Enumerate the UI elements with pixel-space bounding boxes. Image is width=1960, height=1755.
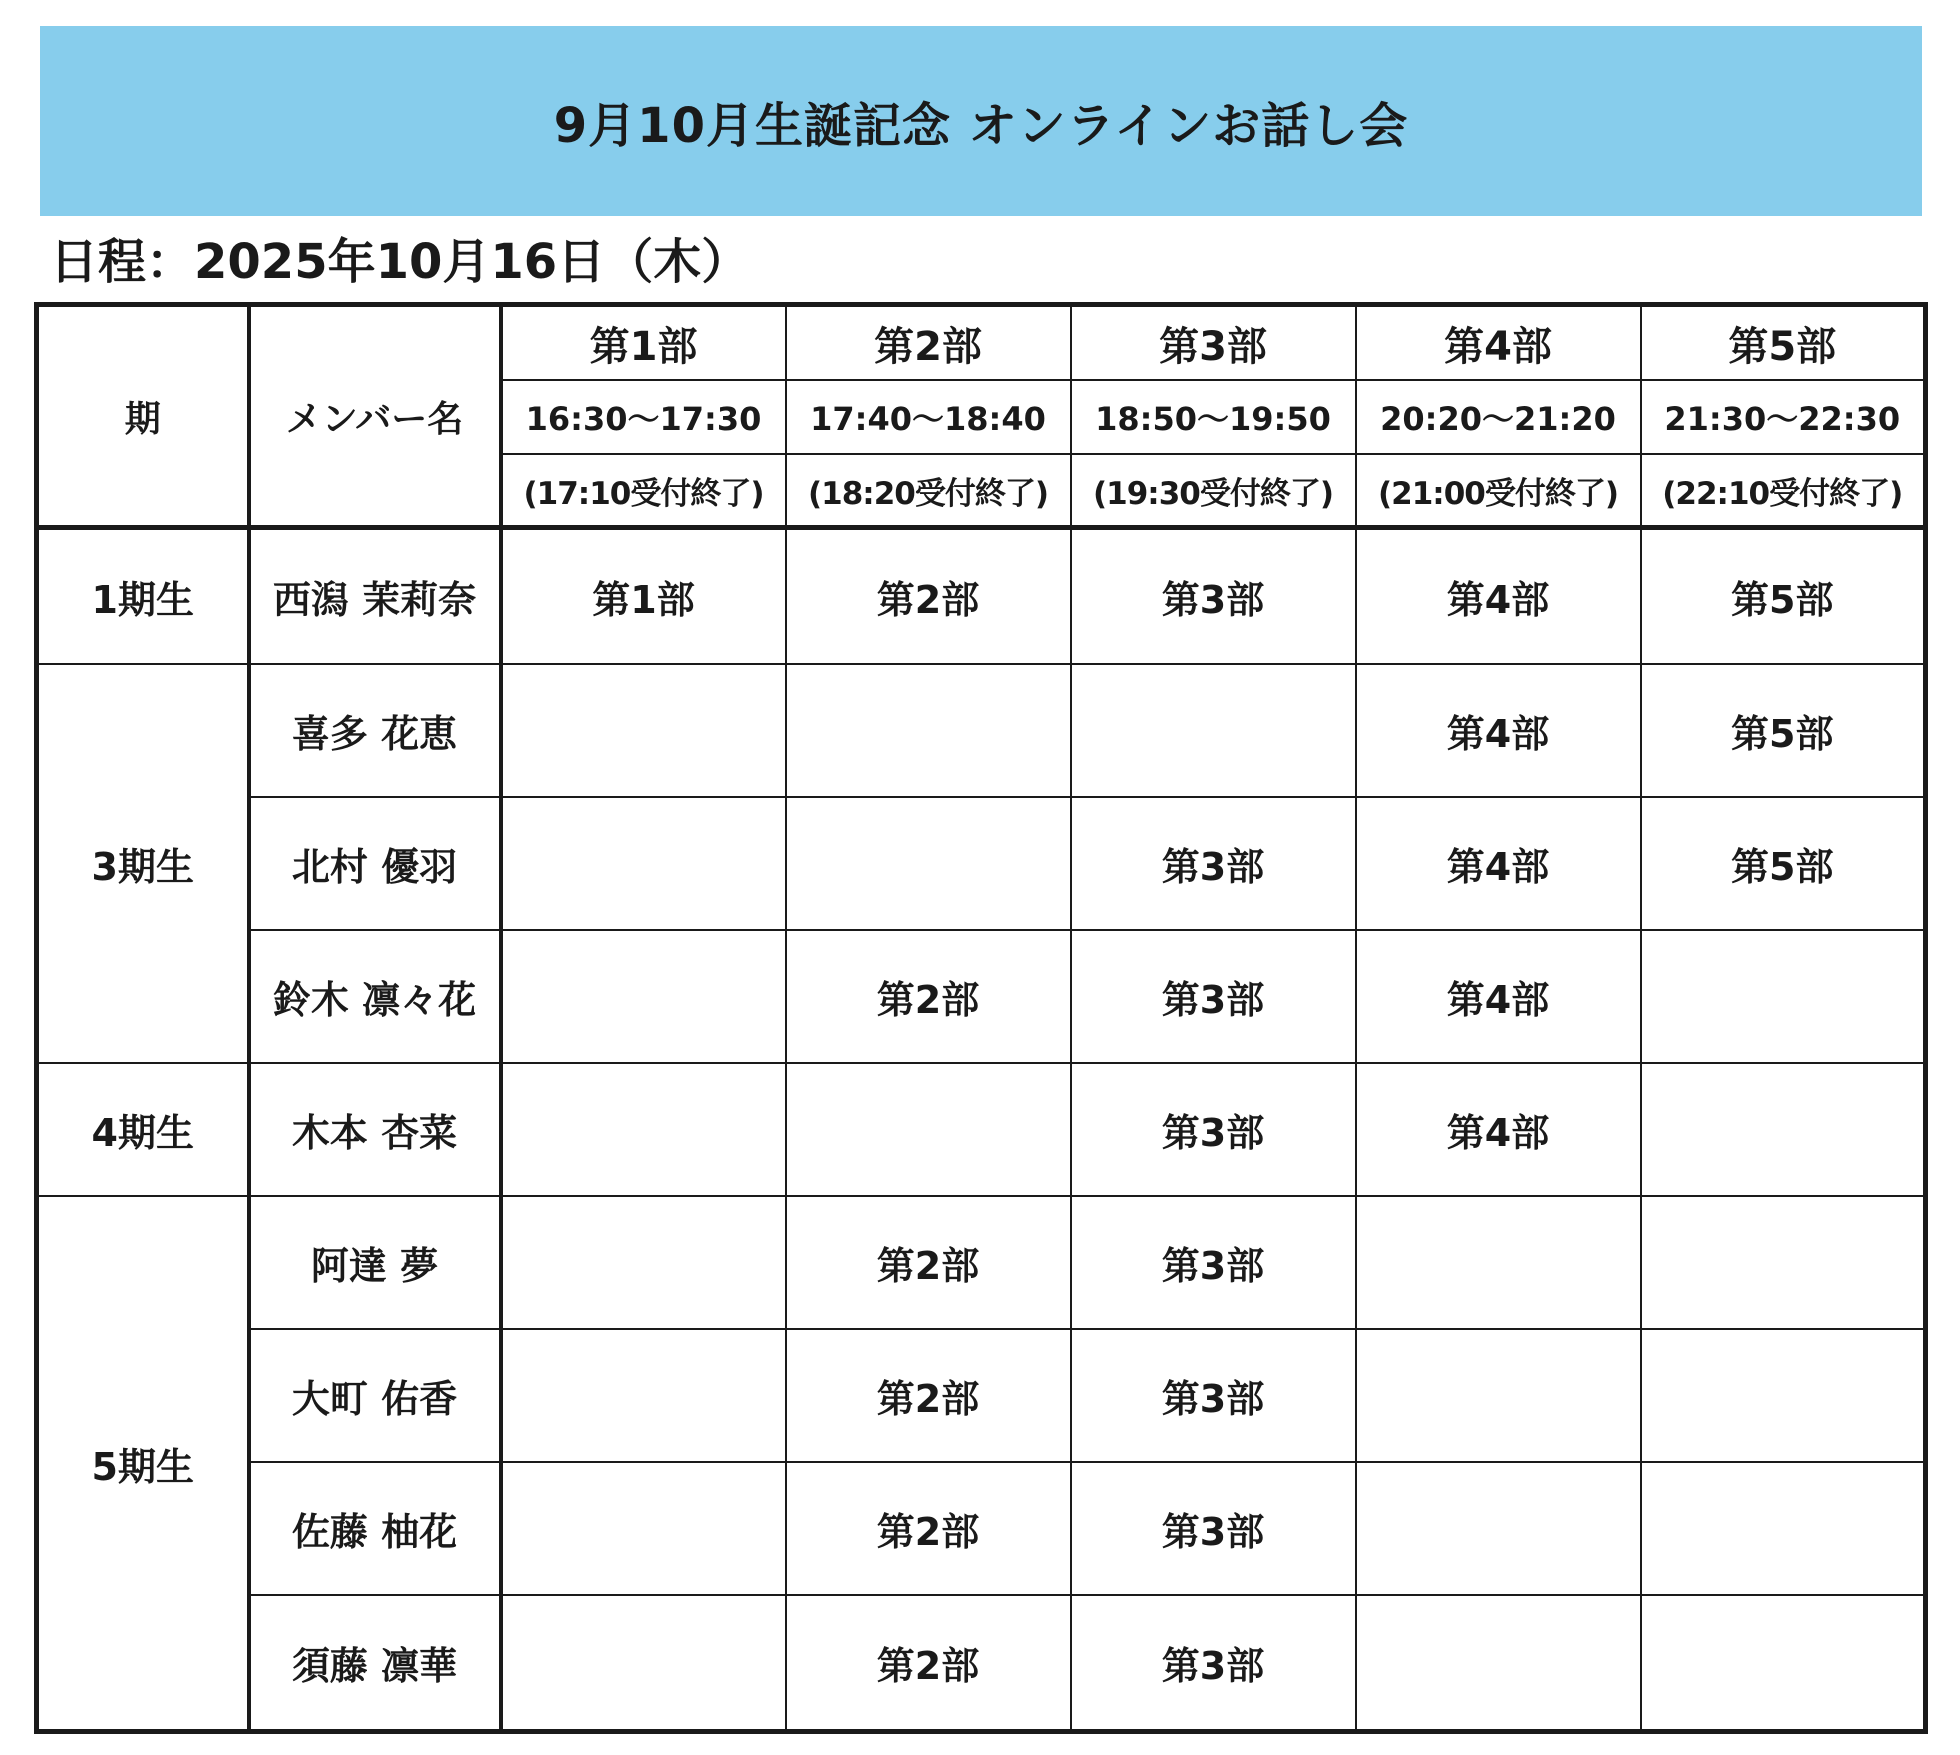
header-part-deadline: (19:30受付終了)	[1071, 454, 1356, 528]
part-cell	[1356, 1329, 1641, 1462]
part-cell	[501, 1462, 786, 1595]
part-cell: 第3部	[1071, 528, 1356, 665]
header-part-label: 第4部	[1356, 305, 1641, 381]
schedule-header	[37, 305, 1926, 528]
part-cell	[501, 1329, 786, 1462]
part-cell: 第5部	[1641, 797, 1926, 930]
member-name-cell: 北村 優羽	[249, 797, 501, 930]
title-banner	[40, 26, 1922, 216]
part-cell	[501, 664, 786, 797]
header-period: 期	[37, 305, 249, 528]
member-name-cell: 木本 杏菜	[249, 1063, 501, 1196]
table-row	[37, 1329, 1926, 1462]
table-row	[37, 1063, 1926, 1196]
member-name-cell: 須藤 凛華	[249, 1595, 501, 1732]
period-cell: 3期生	[37, 664, 249, 1063]
part-cell: 第4部	[1356, 1063, 1641, 1196]
page-title: 9月10月生誕記念 オンラインお話し会	[553, 97, 1409, 154]
part-cell	[1641, 1329, 1926, 1462]
part-cell: 第3部	[1071, 1595, 1356, 1732]
part-cell	[1641, 1196, 1926, 1329]
member-name-cell: 西潟 茉莉奈	[249, 528, 501, 665]
part-cell	[786, 1063, 1071, 1196]
part-cell	[1356, 1462, 1641, 1595]
header-part-label: 第5部	[1641, 305, 1926, 381]
part-cell: 第3部	[1071, 797, 1356, 930]
header-part-label: 第2部	[786, 305, 1071, 381]
part-cell: 第3部	[1071, 930, 1356, 1063]
member-name-cell: 佐藤 柚花	[249, 1462, 501, 1595]
part-cell: 第2部	[786, 1196, 1071, 1329]
header-part-time: 17:40〜18:40	[786, 380, 1071, 454]
part-cell: 第4部	[1356, 528, 1641, 665]
header-part-deadline: (21:00受付終了)	[1356, 454, 1641, 528]
part-cell: 第2部	[786, 1595, 1071, 1732]
part-cell: 第4部	[1356, 797, 1641, 930]
part-cell	[1356, 1196, 1641, 1329]
header-member-name: メンバー名	[249, 305, 501, 528]
part-cell	[501, 930, 786, 1063]
part-cell: 第2部	[786, 1462, 1071, 1595]
part-cell: 第5部	[1641, 664, 1926, 797]
part-cell	[1071, 664, 1356, 797]
part-cell	[786, 664, 1071, 797]
header-part-deadline: (22:10受付終了)	[1641, 454, 1926, 528]
schedule-body	[37, 528, 1926, 1732]
part-cell: 第3部	[1071, 1196, 1356, 1329]
part-cell: 第3部	[1071, 1462, 1356, 1595]
header-part-time: 18:50〜19:50	[1071, 380, 1356, 454]
part-cell	[786, 797, 1071, 930]
part-cell	[501, 797, 786, 930]
part-cell: 第3部	[1071, 1063, 1356, 1196]
part-cell	[501, 1595, 786, 1732]
table-row	[37, 1462, 1926, 1595]
table-row	[37, 930, 1926, 1063]
table-row	[37, 664, 1926, 797]
member-name-cell: 喜多 花恵	[249, 664, 501, 797]
event-date: 日程：2025年10月16日（木）	[50, 234, 750, 290]
part-cell	[1641, 1462, 1926, 1595]
header-part-time: 16:30〜17:30	[501, 380, 786, 454]
part-cell	[1356, 1595, 1641, 1732]
part-cell	[1641, 1063, 1926, 1196]
header-part-time: 21:30〜22:30	[1641, 380, 1926, 454]
schedule-table	[34, 302, 1928, 1734]
part-cell: 第3部	[1071, 1329, 1356, 1462]
period-cell: 1期生	[37, 528, 249, 665]
part-cell: 第5部	[1641, 528, 1926, 665]
part-cell: 第2部	[786, 1329, 1071, 1462]
table-row	[37, 797, 1926, 930]
part-cell: 第2部	[786, 930, 1071, 1063]
header-part-time: 20:20〜21:20	[1356, 380, 1641, 454]
part-cell: 第2部	[786, 528, 1071, 665]
part-cell	[1641, 930, 1926, 1063]
header-part-label: 第1部	[501, 305, 786, 381]
part-cell: 第4部	[1356, 664, 1641, 797]
table-row	[37, 1196, 1926, 1329]
period-cell: 5期生	[37, 1196, 249, 1732]
part-cell	[501, 1196, 786, 1329]
member-name-cell: 阿達 夢	[249, 1196, 501, 1329]
header-part-deadline: (18:20受付終了)	[786, 454, 1071, 528]
header-part-deadline: (17:10受付終了)	[501, 454, 786, 528]
part-cell	[501, 1063, 786, 1196]
part-cell: 第4部	[1356, 930, 1641, 1063]
header-part-label: 第3部	[1071, 305, 1356, 381]
table-row	[37, 1595, 1926, 1732]
member-name-cell: 鈴木 凛々花	[249, 930, 501, 1063]
part-cell: 第1部	[501, 528, 786, 665]
period-cell: 4期生	[37, 1063, 249, 1196]
member-name-cell: 大町 佑香	[249, 1329, 501, 1462]
part-cell	[1641, 1595, 1926, 1732]
table-row	[37, 528, 1926, 665]
